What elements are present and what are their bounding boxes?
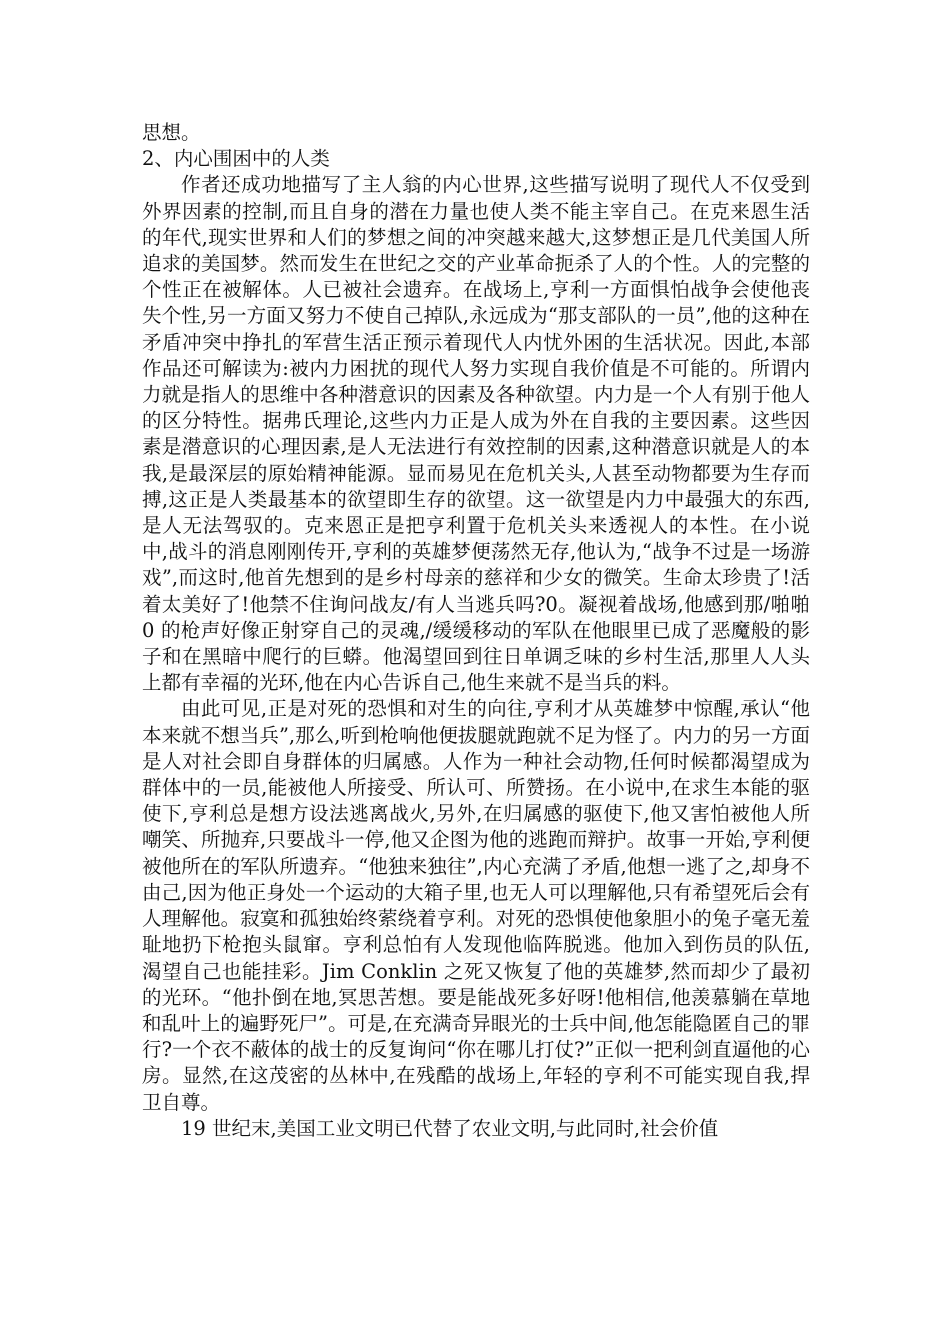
document-page bbox=[142, 120, 810, 1142]
paragraph-19th-century: 19 世纪末,美国工业文明已代替了农业文明,与此同时,社会价值 bbox=[181, 1116, 719, 1140]
paragraph-fear-of-death: 由此可见,正是对死的恐惧和对生的向往,亨利才从英雄梦中惊醒,承认“他本来就不想当兵”,那么,听到枪响他便拔腿就跑就不足为怪了。内力的另一方面是人对社会即自身群体的归属感。人作为一种社会动物,任何时候都渴望成为群体中的一员,能被他人所接受、所认可、所赞扬。在小说中,在求生本能的驱使下,亨利总是想方设法逃离战火,另外,在归属感的驱使下,他又害怕被他人所嘲笑、所抛弃,只要战斗一停,他又企图为他的逃跑而辩护。故事一开始,亨利便被他所在的军队所遗弃。“他独来独往”,内心充满了矛盾,他想一逃了之,却身不由己,因为他正身处一个运动的大箱子里,也无人可以理解他,只有希望死后会有人理解他。寂寞和孤独始终萦绕着亨利。对死的恐惧使他象胆小的兔子毫无羞耻地扔下枪抱头鼠窜。亨利总怕有人发现他临阵脱逃。他加入到伤员的队伍,渴望自己也能挂彩。Jim Conklin 之死又恢复了他的英雄梦,然而却少了最初的光环。“他扑倒在地,冥思苦想。要是能战死多好呀!他相信,他羡慕躺在草地和乱叶上的遍野死尸”。可是,在充满奇异眼光的士兵中间,他怎能隐匿自己的罪行?一个衣不蔽体的战士的反复询问“你在哪儿打仗?”正似一把利剑直逼他的心房。显然,在这茂密的丛林中,在残酷的战场上,年轻的亨利不可能实现自我,捍卫自尊。 bbox=[142, 697, 810, 1114]
paragraph-inner-world: 作者还成功地描写了主人翁的内心世界,这些描写说明了现代人不仅受到外界因素的控制,而且自身的潜在力量也使人类不能主宰自己。在克来恩生活的年代,现实世界和人们的梦想之间的冲突越来越大,这梦想正是几代美国人所追求的美国梦。然而发生在世纪之交的产业革命扼杀了人的个性。人的完整的个性正在被解体。人已被社会遗弃。在战场上,亨利一方面惧怕战争会使他丧失个性,另一方面又努力不使自己掉队,永远成为“那支部队的一员”,他的这种在矛盾冲突中挣扎的军营生活正预示着现代人内忧外困的生活状况。因此,本部作品还可解读为:被内力困扰的现代人努力实现自我价值是不可能的。所谓内力就是指人的思维中各种潜意识的因素及各种欲望。内力是一个人有别于他人的区分特性。据弗氏理论,这些内力正是人成为外在自我的主要因素。这些因素是潜意识的心理因素,是人无法进行有效控制的因素,这种潜意识就是人的本我,是最深层的原始精神能源。显而易见在危机关头,人甚至动物都要为生存而搏,这正是人类最基本的欲望即生存的欲望。这一欲望是内力中最强大的东西,是人无法驾驭的。克来恩正是把亨利置于危机关头来透视人的本性。在小说中,战斗的消息刚刚传开,亨利的英雄梦便荡然无存,他认为,“战争不过是一场游戏”,而这时,他首先想到的是乡村母亲的慈祥和少女的微笑。生命太珍贵了!活着太美好了!他禁不住询问战友/有人当逃兵吗?0。凝视着战场,他感到那/啪啪 0 的枪声好像正射穿自己的灵魂,/缓缓移动的军队在他眼里已成了恶魔般的影子和在黑暗中爬行的巨蟒。他渴望回到往日单调乏味的乡村生活,那里人人头上都有幸福的光环,他在内心告诉自己,他生来就不是当兵的料。 bbox=[142, 173, 810, 695]
section-heading: 2、内心围困中的人类 bbox=[142, 147, 330, 171]
leading-fragment: 思想。 bbox=[142, 121, 201, 144]
